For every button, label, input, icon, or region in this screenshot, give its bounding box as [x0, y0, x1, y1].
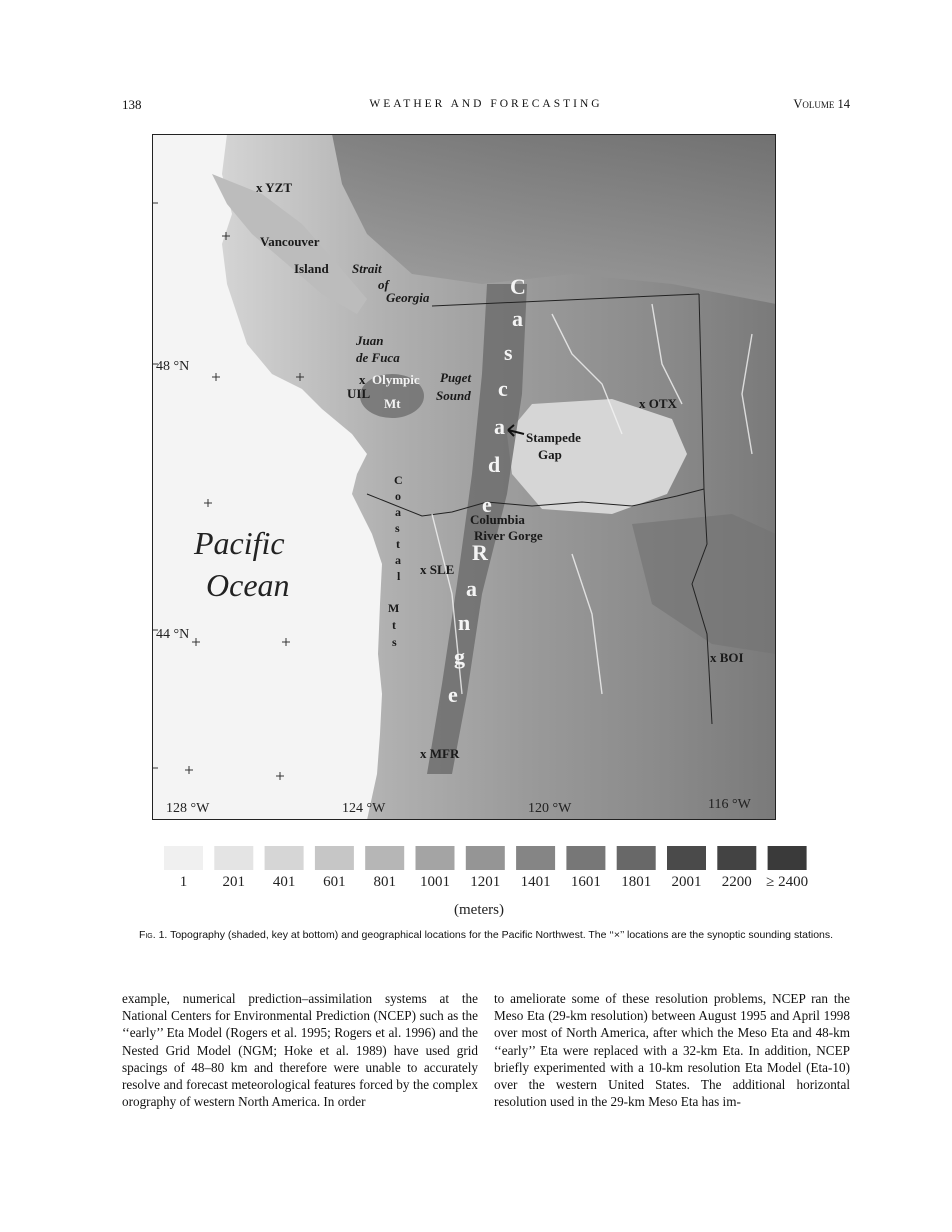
body-column-right: to ameliorate some of these resolution problems, NCEP ran the Meso Eta (29-km resolution) between August 1995 and April 1998 over most of North America, after which the Meso Eta and 48-km ‘‘early’’ Eta were replaced with a 32-km Eta. In addition, NCEP briefly experimented with a 10-km resolution Eta Model (Eta-10) over the western United States. The additional horizontal resolution used in the 29-km Meso Eta has im- — [494, 991, 850, 1110]
lon-label-128: 128 °W — [166, 801, 210, 816]
legend-label: 401 — [272, 874, 296, 890]
legend-swatch — [214, 846, 253, 870]
legend-swatch — [768, 846, 807, 870]
topography-map — [152, 134, 776, 820]
legend-swatch — [717, 846, 756, 870]
coastal-letter: l — [397, 569, 401, 583]
place-juan: Juan — [356, 333, 384, 348]
cascade-letter: e — [482, 492, 492, 517]
legend-swatch — [617, 846, 656, 870]
lon-label-124: 124 °W — [342, 801, 386, 816]
legend-swatch — [566, 846, 605, 870]
cascade-letter: a — [494, 414, 505, 439]
legend-swatch — [265, 846, 304, 870]
lon-label-116: 116 °W — [708, 797, 751, 812]
cascade-letter: d — [488, 452, 501, 477]
legend-swatch — [365, 846, 404, 870]
place-olympic: Olympic — [372, 372, 420, 387]
legend-label: 2200 — [721, 874, 752, 890]
legend-label: 1 — [179, 874, 188, 890]
ocean-label-pacific: Pacific — [194, 525, 285, 561]
lat-label-44: 44 °N — [156, 627, 190, 642]
coastal-letter: s — [395, 521, 400, 535]
page-number: 138 — [122, 97, 142, 112]
coastal-letter: a — [395, 505, 401, 519]
coastal-letter: C — [394, 473, 403, 487]
station-yzt: x YZT — [256, 180, 292, 195]
place-island: Island — [294, 261, 329, 276]
coastal-letter: M — [388, 601, 400, 615]
legend-label: 1401 — [520, 874, 551, 890]
cascade-letter: C — [510, 274, 526, 299]
legend-label: 601 — [323, 874, 346, 890]
figure-number: Fig. 1. — [138, 929, 168, 941]
volume-label: Volume 14 — [793, 97, 850, 111]
figure-caption — [122, 928, 850, 942]
cascade-letter: a — [466, 576, 477, 601]
station-mfr: x MFR — [420, 746, 460, 761]
coastal-letter: t — [396, 537, 400, 551]
lon-label-120: 120 °W — [528, 801, 572, 816]
coastal-letter: t — [392, 618, 396, 632]
legend-label: ≥ 2400 — [766, 874, 809, 890]
cascade-letter: s — [504, 340, 513, 365]
cascade-letter: e — [448, 682, 458, 707]
cascade-letter: c — [498, 376, 508, 401]
legend-swatch — [466, 846, 505, 870]
place-gap: Gap — [538, 447, 562, 462]
cascade-letter: g — [454, 644, 465, 669]
place-columbia: Columbia — [470, 512, 525, 527]
place-vancouver: Vancouver — [260, 234, 320, 249]
place-georgia: Georgia — [386, 290, 430, 305]
lat-label-48: 48 °N — [156, 359, 190, 374]
place-river-gorge: River Gorge — [474, 528, 543, 543]
station-sle: x SLE — [420, 562, 455, 577]
elevation-legend — [164, 846, 824, 924]
station-uil: UIL — [347, 386, 371, 401]
coastal-letter: a — [395, 553, 401, 567]
legend-label: 1601 — [570, 874, 601, 890]
place-sound: Sound — [436, 388, 471, 403]
running-header — [122, 97, 850, 115]
place-stampede: Stampede — [526, 430, 581, 445]
legend-label: 1201 — [470, 874, 501, 890]
cascade-letter: a — [512, 306, 523, 331]
legend-swatch — [164, 846, 203, 870]
caption-text: Topography (shaded, key at bottom) and geographical locations for the Pacific Northwest. The ‘‘×’’ locations are the synoptic sounding stations. — [167, 929, 834, 941]
place-puget: Puget — [440, 370, 472, 385]
legend-swatch — [667, 846, 706, 870]
legend-label: 1001 — [420, 874, 450, 890]
station-otx: x OTX — [639, 396, 677, 411]
legend-unit: (meters) — [454, 902, 504, 918]
coastal-letter: o — [395, 489, 401, 503]
place-mt: Mt — [384, 396, 401, 411]
ocean-label-ocean: Ocean — [206, 567, 290, 603]
legend-swatch — [315, 846, 354, 870]
place-strait: Strait — [352, 261, 382, 276]
place-of: of — [378, 277, 389, 292]
journal-title: WEATHER AND FORECASTING — [369, 98, 603, 110]
legend-label: 2001 — [671, 874, 702, 890]
station-boi: x BOI — [710, 650, 744, 665]
legend-swatch — [516, 846, 555, 870]
legend-swatch — [416, 846, 455, 870]
body-column-left: example, numerical prediction–assimilation systems at the National Centers for Environmental Prediction (NCEP) such as the ‘‘early’’ Eta Model (Rogers et al. 1995; Rogers et al. 1996) and the Nested Grid Model (NGM; Hoke et al. 1989) have used grid spacings of 48–80 km and therefore were unable to accurately resolve and forecast meteorological features forced by the complex orography of western North America. In order — [122, 991, 478, 1110]
legend-label: 201 — [222, 874, 246, 890]
cascade-letter: n — [458, 610, 471, 635]
legend-label: 801 — [373, 874, 396, 890]
place-de-fuca: de Fuca — [356, 350, 400, 365]
station-uil-x: x — [359, 372, 366, 387]
legend-label: 1801 — [621, 874, 652, 890]
coastal-letter: s — [392, 635, 397, 649]
cascade-letter: R — [472, 540, 488, 565]
